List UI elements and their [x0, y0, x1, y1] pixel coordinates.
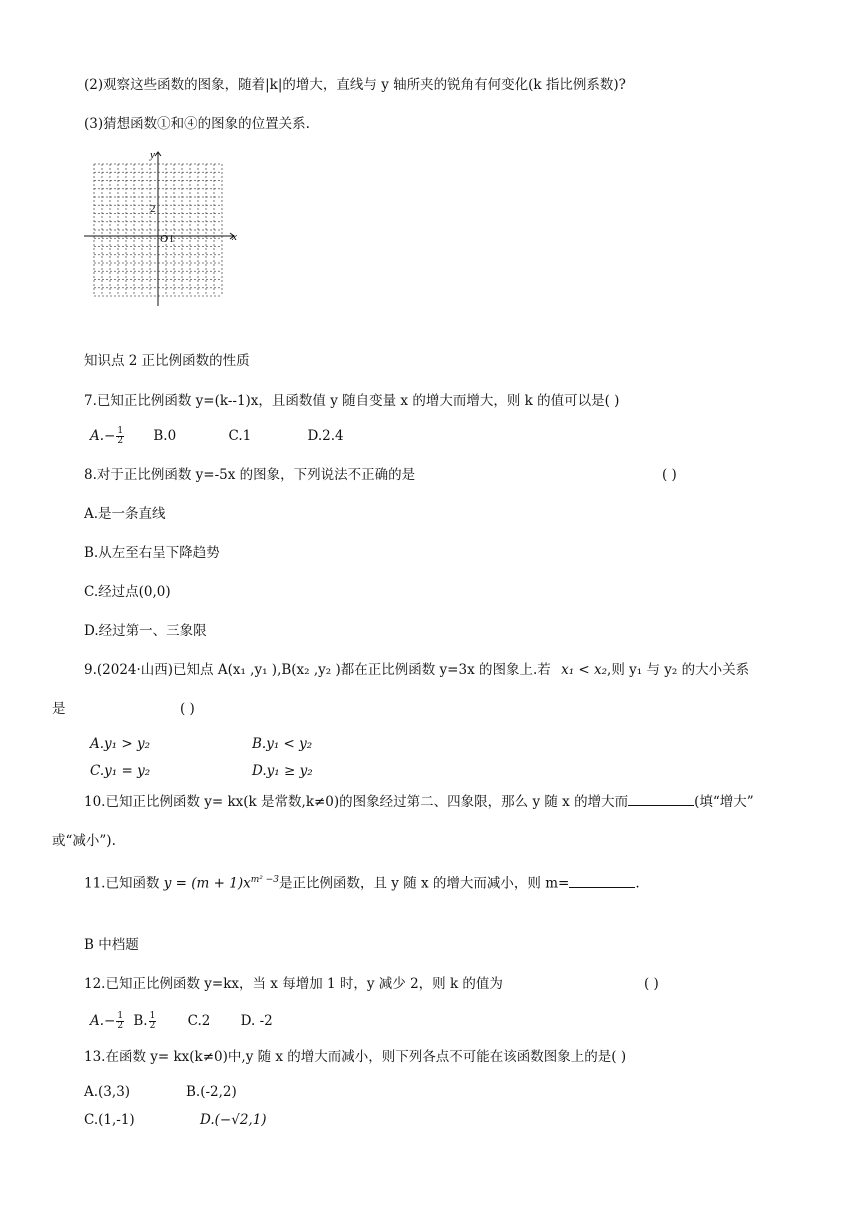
section-heading-b: B 中档题 [84, 937, 139, 953]
question-7-stem: 7.已知正比例函数 y=(k--1)x，且函数值 y 随自变量 x 的增大而增大，则 k 的值可以是( ) [84, 393, 620, 409]
q13-option-a[interactable]: A.(3,3) [84, 1084, 131, 1100]
q9-stem-text-2: ,则 y₁ 与 y₂ 的大小关系 [607, 662, 750, 678]
q13-option-b[interactable]: B.(-2,2) [186, 1084, 237, 1100]
q13-option-d[interactable]: D.(−√2,1) [200, 1112, 267, 1128]
q11-prefix: 11.已知函数 [84, 875, 164, 892]
q12-option-a-prefix[interactable]: A.− [90, 1013, 116, 1029]
q10-hint: (填“增大” [694, 794, 754, 810]
q8-option-d[interactable]: D.经过第一、三象限 [84, 623, 207, 639]
question-12-stem: 12.已知正比例函数 y=kx，当 x 每增加 1 时，y 减少 2，则 k 的值为 [84, 976, 503, 992]
q7-option-a-prefix[interactable]: A.− [90, 428, 116, 444]
q7-option-d[interactable]: D.2.4 [307, 428, 344, 444]
origin-label: O [160, 233, 168, 245]
question-10-line2: 或“减小”). [52, 833, 116, 849]
tick-label-2: 2 [150, 203, 156, 215]
q7-option-b[interactable]: B.0 [153, 428, 177, 444]
q9-option-c[interactable]: C.y₁ = y₂ [90, 763, 151, 779]
q11-formula: y = (m + 1)x [163, 875, 251, 892]
q9-stem-text: 9.(2024·山西)已知点 A(x₁ ,y₁ ),B(x₂ ,y₂ )都在正比例函数 y=3x 的图象上.若 [84, 662, 551, 678]
question-9-stem-line1 [84, 661, 749, 679]
question-13-stem: 13.在函数 y= kx(k≠0)中,y 随 x 的增大而减小，则下列各点不可能在该函数图象上的是( ) [84, 1049, 627, 1065]
q11-answer-blank[interactable] [569, 875, 635, 888]
question-9-answer-paren: ( ) [180, 701, 195, 717]
q12-option-c[interactable]: C.2 [187, 1013, 211, 1029]
question-6-part-2: (2)观察这些函数的图象，随着|k|的增大，直线与 y 轴所夹的锐角有何变化(k 指比例系数)? [84, 77, 626, 93]
tick-label-1: 1 [169, 234, 174, 245]
q8-option-c[interactable]: C.经过点(0,0) [84, 584, 171, 600]
x-axis-label: x [232, 231, 237, 243]
q10-answer-blank[interactable] [628, 793, 694, 806]
q11-stem-text: 是正比例函数，且 y 随 x 的增大而减小，则 m= [279, 875, 570, 892]
section-heading-2: 知识点 2 正比例函数的性质 [84, 353, 250, 369]
q12-option-b-prefix[interactable]: B. [133, 1013, 148, 1029]
question-10-line1 [84, 793, 754, 811]
y-axis-label: y [150, 149, 155, 161]
question-8-stem: 8.对于正比例函数 y=-5x 的图象，下列说法不正确的是 [84, 467, 416, 483]
question-6-part-3: (3)猜想函数①和④的图象的位置关系. [84, 116, 310, 132]
q9-option-b[interactable]: B.y₁ < y₂ [252, 736, 313, 752]
question-12-answer-paren: ( ) [644, 976, 659, 992]
q8-option-b[interactable]: B.从左至右呈下降趋势 [84, 545, 220, 561]
q13-option-c[interactable]: C.(1,-1) [84, 1112, 135, 1128]
q10-stem-text: 10.已知正比例函数 y= kx(k 是常数,k≠0)的图象经过第二、四象限，那么 y 随 x 的增大而 [84, 794, 629, 810]
q7-option-c[interactable]: C.1 [228, 428, 252, 444]
q11-exponent: m² −3 [250, 875, 279, 885]
question-11 [84, 871, 640, 893]
question-12-options [90, 1012, 273, 1031]
q9-option-a[interactable]: A.y₁ > y₂ [90, 736, 151, 752]
q7-option-a-fraction: $\frac{1}{2}$ [117, 426, 124, 446]
question-9-stem-line2: 是 [52, 701, 66, 717]
coordinate-grid [84, 146, 254, 310]
q9-condition: x₁ < x₂ [561, 662, 608, 678]
q9-option-d[interactable]: D.y₁ ≥ y₂ [252, 763, 313, 779]
q11-period: . [635, 875, 640, 892]
q12-option-a-fraction: $\frac{1}{2}$ [117, 1011, 124, 1031]
q8-option-a[interactable]: A.是一条直线 [84, 506, 166, 522]
q12-option-b-fraction: $\frac{1}{2}$ [149, 1011, 156, 1031]
question-7-options [90, 427, 344, 446]
question-8-answer-paren: ( ) [662, 467, 677, 483]
q12-option-d[interactable]: D. -2 [240, 1013, 273, 1029]
